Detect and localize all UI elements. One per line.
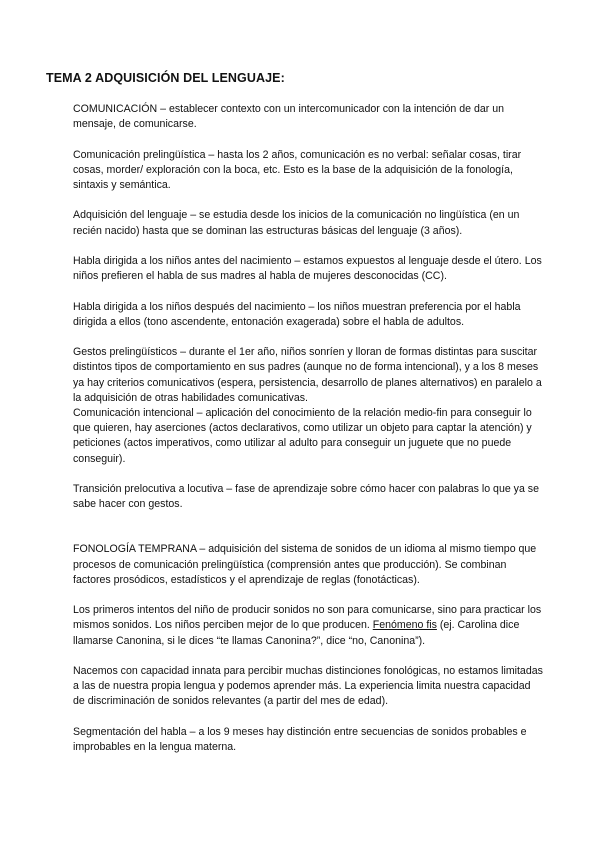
paragraph-comunicacion: COMUNICACIÓN – establecer contexto con un intercomunicador con la intención de dar un mensaje, de comunicarse.	[73, 103, 505, 131]
paragraph-gestos-prelinguisticos: Gestos prelingüísticos – durante el 1er año, niños sonríen y lloran de formas distintas para suscitar distintos tipos de comportamiento en sus padres (aunque no de forma intencional), y a los 8 meses ya hay criterios comunicativos (espera, persistencia, desarrollo de planes alternativos) en paralelo a la adquisición de otras habilidades comunicativas.	[73, 346, 542, 404]
fenomeno-fis-term: Fenómeno fis	[372, 619, 437, 632]
paragraph-comunicacion-intencional: Comunicación intencional – aplicación del conocimiento de la relación medio-fin para conseguir lo que quieren, hay aserciones (actos declarativos, como utilizar un objeto para captar la atención) y peticiones (actos imperativos, como utilizar al adulto para conseguir un juguete que no puede conseguir).	[73, 406, 532, 465]
paragraph-habla-antes-nacimiento: Habla dirigida a los niños antes del nacimiento – estamos expuestos al lenguaje desde el útero. Los niños prefieren el habla de sus madres al habla de mujeres desconocidas (CC).	[73, 254, 542, 283]
paragraph-primeros-intentos-example: (ej. Carolina dice llamarse Canonina, si le dices “te llamas Canonina?”, dice “no, Canonina”).	[73, 619, 520, 647]
paragraph-fonologia-temprana: FONOLOGÍA TEMPRANA – adquisición del sistema de sonidos de un idioma al mismo tiempo que procesos de comunicación prelingüística (comprensión antes que producción). Se combinan factores prosódicos, estadísticos y el aprendizaje de reglas (fonotácticas).	[73, 543, 537, 586]
paragraph-transicion: Transición prelocutiva a locutiva – fase de aprendizaje sobre cómo hacer con palabras lo que ya se sabe hacer con gestos.	[73, 482, 540, 511]
paragraph-primeros-intentos	[73, 603, 545, 649]
page-title: TEMA 2 ADQUISICIÓN DEL LENGUAJE:	[46, 71, 285, 85]
document-body	[73, 102, 545, 770]
paragraph-segmentacion-habla: Segmentación del habla – a los 9 meses hay distinción entre secuencias de sonidos probables e improbables en la lengua materna.	[73, 725, 527, 753]
paragraph-habla-despues-nacimiento: Habla dirigida a los niños después del nacimiento – los niños muestran preferencia por el habla dirigida a ellos (tono ascendente, entonación exagerada) sobre el habla de adultos.	[73, 300, 521, 328]
paragraph-adquisicion-lenguaje: Adquisición del lenguaje – se estudia desde los inicios de la comunicación no lingüística (en un recién nacido) hasta que se dominan las estructuras básicas del lenguaje (3 años).	[73, 209, 520, 237]
paragraph-primeros-intentos-text: Los primeros intentos del niño de producir sonidos no son para comunicarse, sino para practicar los mismos sonidos. Los niños perciben mejor de lo que producen.	[73, 604, 542, 632]
paragraph-capacidad-innata: Nacemos con capacidad innata para percibir muchas distinciones fonológicas, no estamos limitadas a las de nuestra propia lengua y podemos aprender más. La experiencia limita nuestra capacidad de discriminación de sonidos relevantes (a partir del mes de edad).	[73, 664, 543, 708]
paragraph-comunicacion-prelinguistica: Comunicación prelingüística – hasta los 2 años, comunicación es no verbal: señalar cosas, tirar cosas, morder/ exploración con la boca, etc. Esto es la base de la adquisición de la fonología, sintaxis y semántica.	[73, 148, 522, 191]
